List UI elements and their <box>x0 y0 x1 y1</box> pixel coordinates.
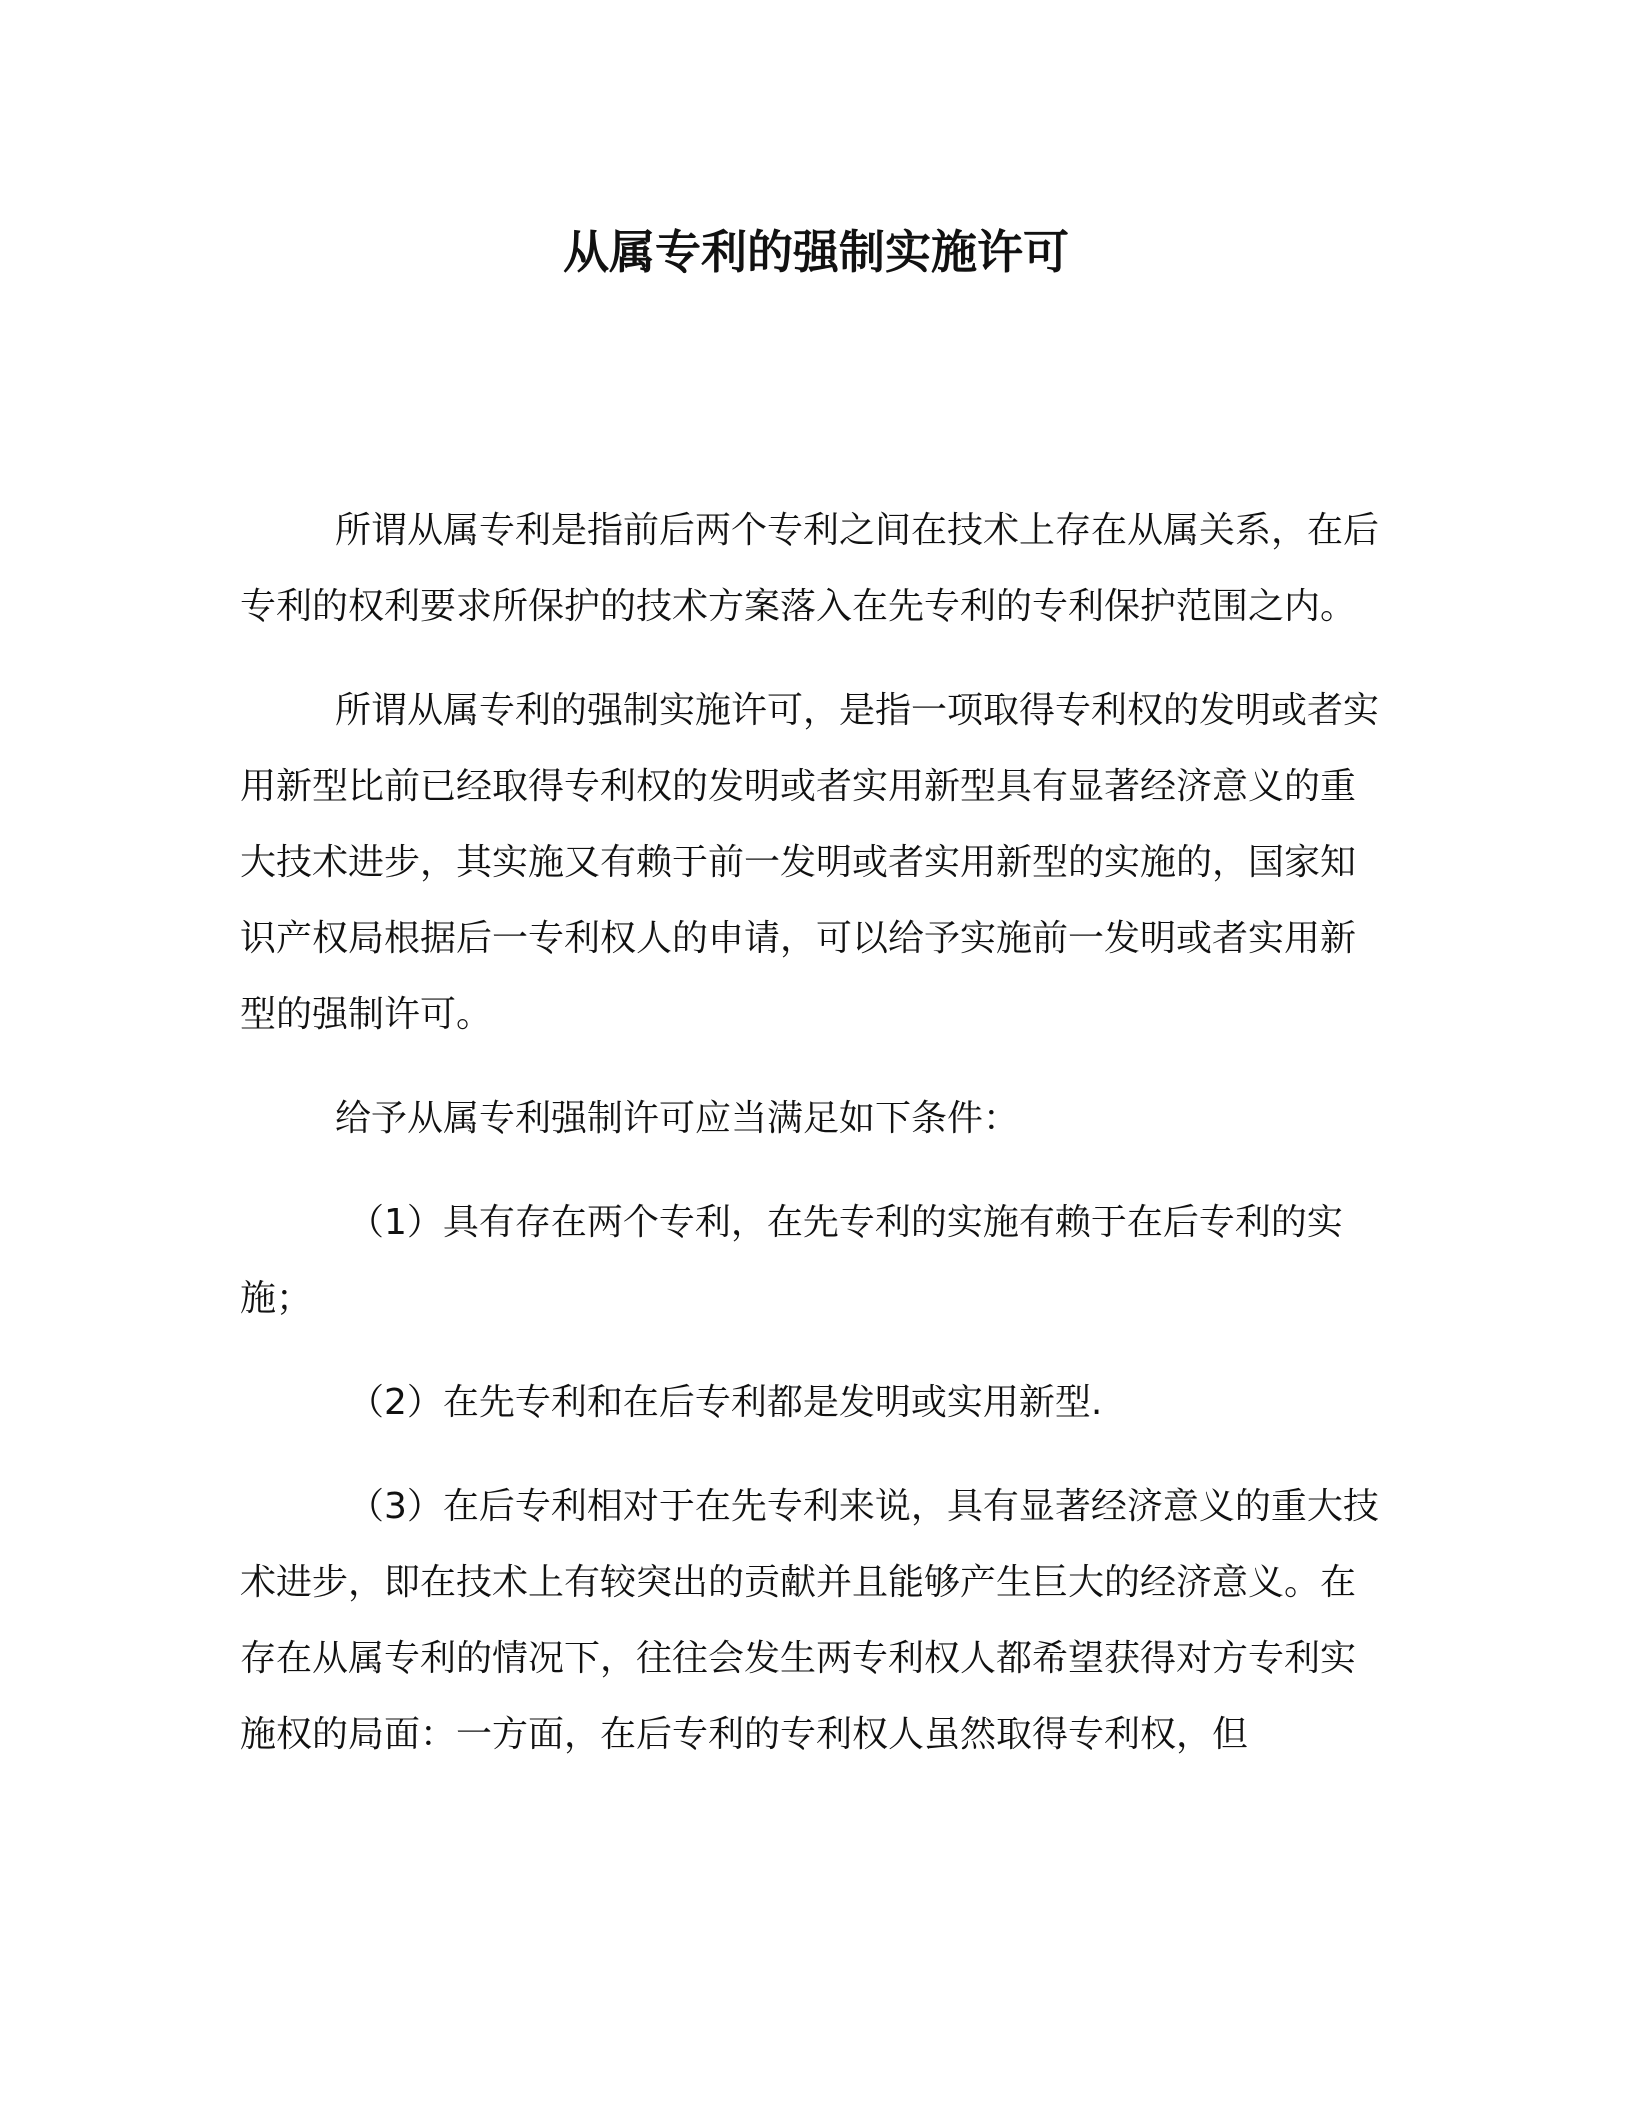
paragraph-condition-2: （2）在先专利和在后专利都是发明或实用新型. <box>348 1382 1103 1423</box>
paragraph-condition-3: （3）在后专利相对于在先专利来说，具有显著经济意义的重大技术进步，即在技术上有较突出的贡献并且能够产生巨大的经济意义。在存在从属专利的情况下，往往会发生两专利权人都希望获得对方专利实施权的局面：一方面，在后专利的专利权人虽然取得专利权，但 <box>240 1486 1379 1755</box>
document-body <box>240 493 1385 1801</box>
paragraph-condition-1: （1）具有存在两个专利，在先专利的实施有赖于在后专利的实施； <box>240 1202 1343 1319</box>
paragraph-conditions-intro: 给予从属专利强制许可应当满足如下条件： <box>335 1098 1020 1139</box>
document-title: 从属专利的强制实施许可 <box>563 225 1069 279</box>
paragraph-compulsory-license: 所谓从属专利的强制实施许可，是指一项取得专利权的发明或者实用新型比前已经取得专利权的发明或者实用新型具有显著经济意义的重大技术进步，其实施又有赖于前一发明或者实用新型的实施的，国家知识产权局根据后一专利权人的申请，可以给予实施前一发明或者实用新型的强制许可。 <box>240 690 1380 1035</box>
paragraph-definition: 所谓从属专利是指前后两个专利之间在技术上存在从属关系，在后专利的权利要求所保护的技术方案落入在先专利的专利保护范围之内。 <box>240 510 1380 627</box>
